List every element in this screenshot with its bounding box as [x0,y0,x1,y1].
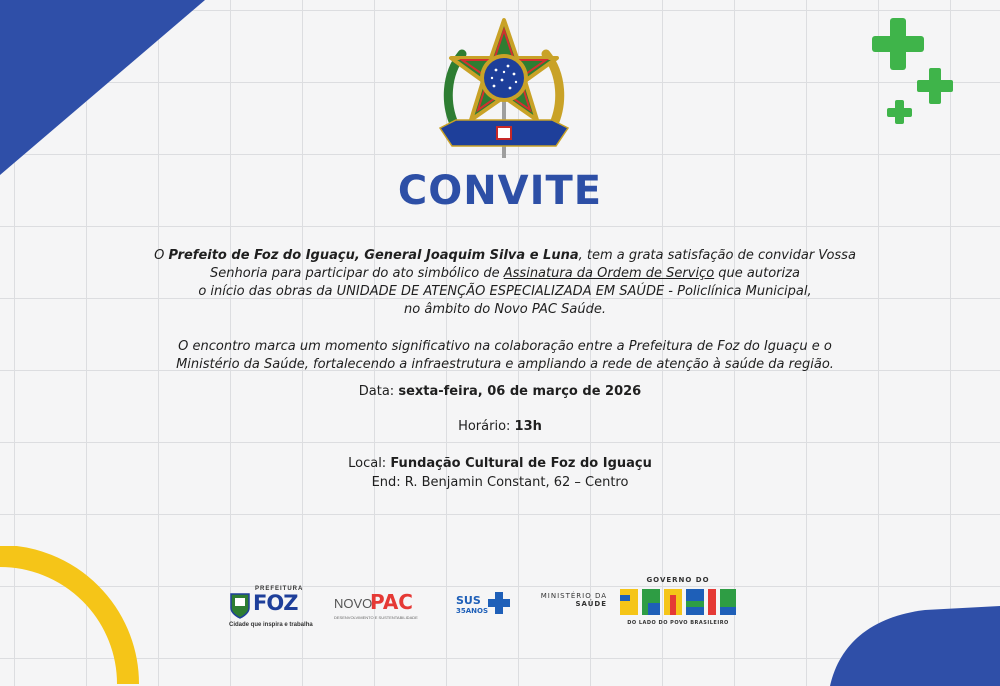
time-value: 13h [514,419,542,434]
date-value: sexta-feira, 06 de março de 2026 [398,384,642,399]
gov-top-label: GOVERNO DO [646,576,710,584]
brazil-coat-of-arms-icon [436,16,572,160]
event-place [0,456,1000,471]
place-value: Fundação Cultural de Foz do Iguaçu [390,456,652,471]
ceremony-name: Assinatura da Ordem de Serviço [503,266,715,281]
foz-top-label: PREFEITURA [255,586,304,592]
ministerio-line-2: SAÚDE [575,600,607,608]
ministerio-saude-logo [525,592,607,616]
health-crosses-icon [870,14,960,126]
paragraph-2-line-2: Ministério da Saúde, fortalecendo a infraestrutura e ampliando a rede de atenção à saúde da região. [176,357,834,372]
sus-years-label: 35ANOS [456,607,489,615]
sus-cross-icon [488,592,510,614]
sus-main-label: SUS [456,594,481,607]
sus-35-anos-logo [456,588,514,622]
governo-brasil-logo [618,576,738,632]
event-time [0,419,1000,434]
paragraph-1-text-2: Senhoria para participar do ato simbólico de [210,266,504,281]
foz-tagline: Cidade que inspira e trabalha [229,622,313,628]
event-address: End: R. Benjamin Constant, 62 – Centro [371,475,629,490]
partner-logos [0,572,1000,632]
prefeitura-foz-logo [229,586,311,632]
invitation-title: CONVITE [397,168,603,214]
place-label: Local: [348,456,391,471]
pac-main-label: PAC [370,590,413,614]
mayor-name: Prefeito de Foz do Iguaçu, General Joaquim Silva e Luna [168,248,579,263]
paragraph-1-line-4: no âmbito do Novo PAC Saúde. [404,302,606,317]
date-label: Data: [358,384,399,399]
event-date [0,384,1000,399]
paragraph-2-line-1: O encontro marca um momento significativo na colaboração entre a Prefeitura de Foz do Iguaçu e o [178,339,832,354]
invitation-paragraph-1 [130,247,880,319]
novo-pac-logo [334,590,426,624]
time-label: Horário: [458,419,515,434]
gov-tagline: DO LADO DO POVO BRASILEIRO [627,620,729,626]
paragraph-1-line-3: o início das obras da UNIDADE DE ATENÇÃO ESPECIALIZADA EM SAÚDE - Policlínica Municipal, [198,284,812,299]
ministerio-line-1: MINISTÉRIO DA [540,592,607,600]
brasil-wordmark-shapes [618,587,738,617]
paragraph-1-text-3: que autoriza [714,266,800,281]
invitation-paragraph-2 [130,338,880,374]
pac-novo-label: NOVO [334,596,373,611]
top-left-corner-decoration [0,0,205,180]
paragraph-1-text-1: , tem a grata satisfação de convidar Vossa [578,248,856,263]
foz-city-crest-icon [229,590,251,620]
pac-tagline: DESENVOLVIMENTO E SUSTENTABILIDADE [334,615,418,620]
foz-main-label: FOZ [253,591,298,615]
paragraph-1-prefix: O [154,248,169,263]
